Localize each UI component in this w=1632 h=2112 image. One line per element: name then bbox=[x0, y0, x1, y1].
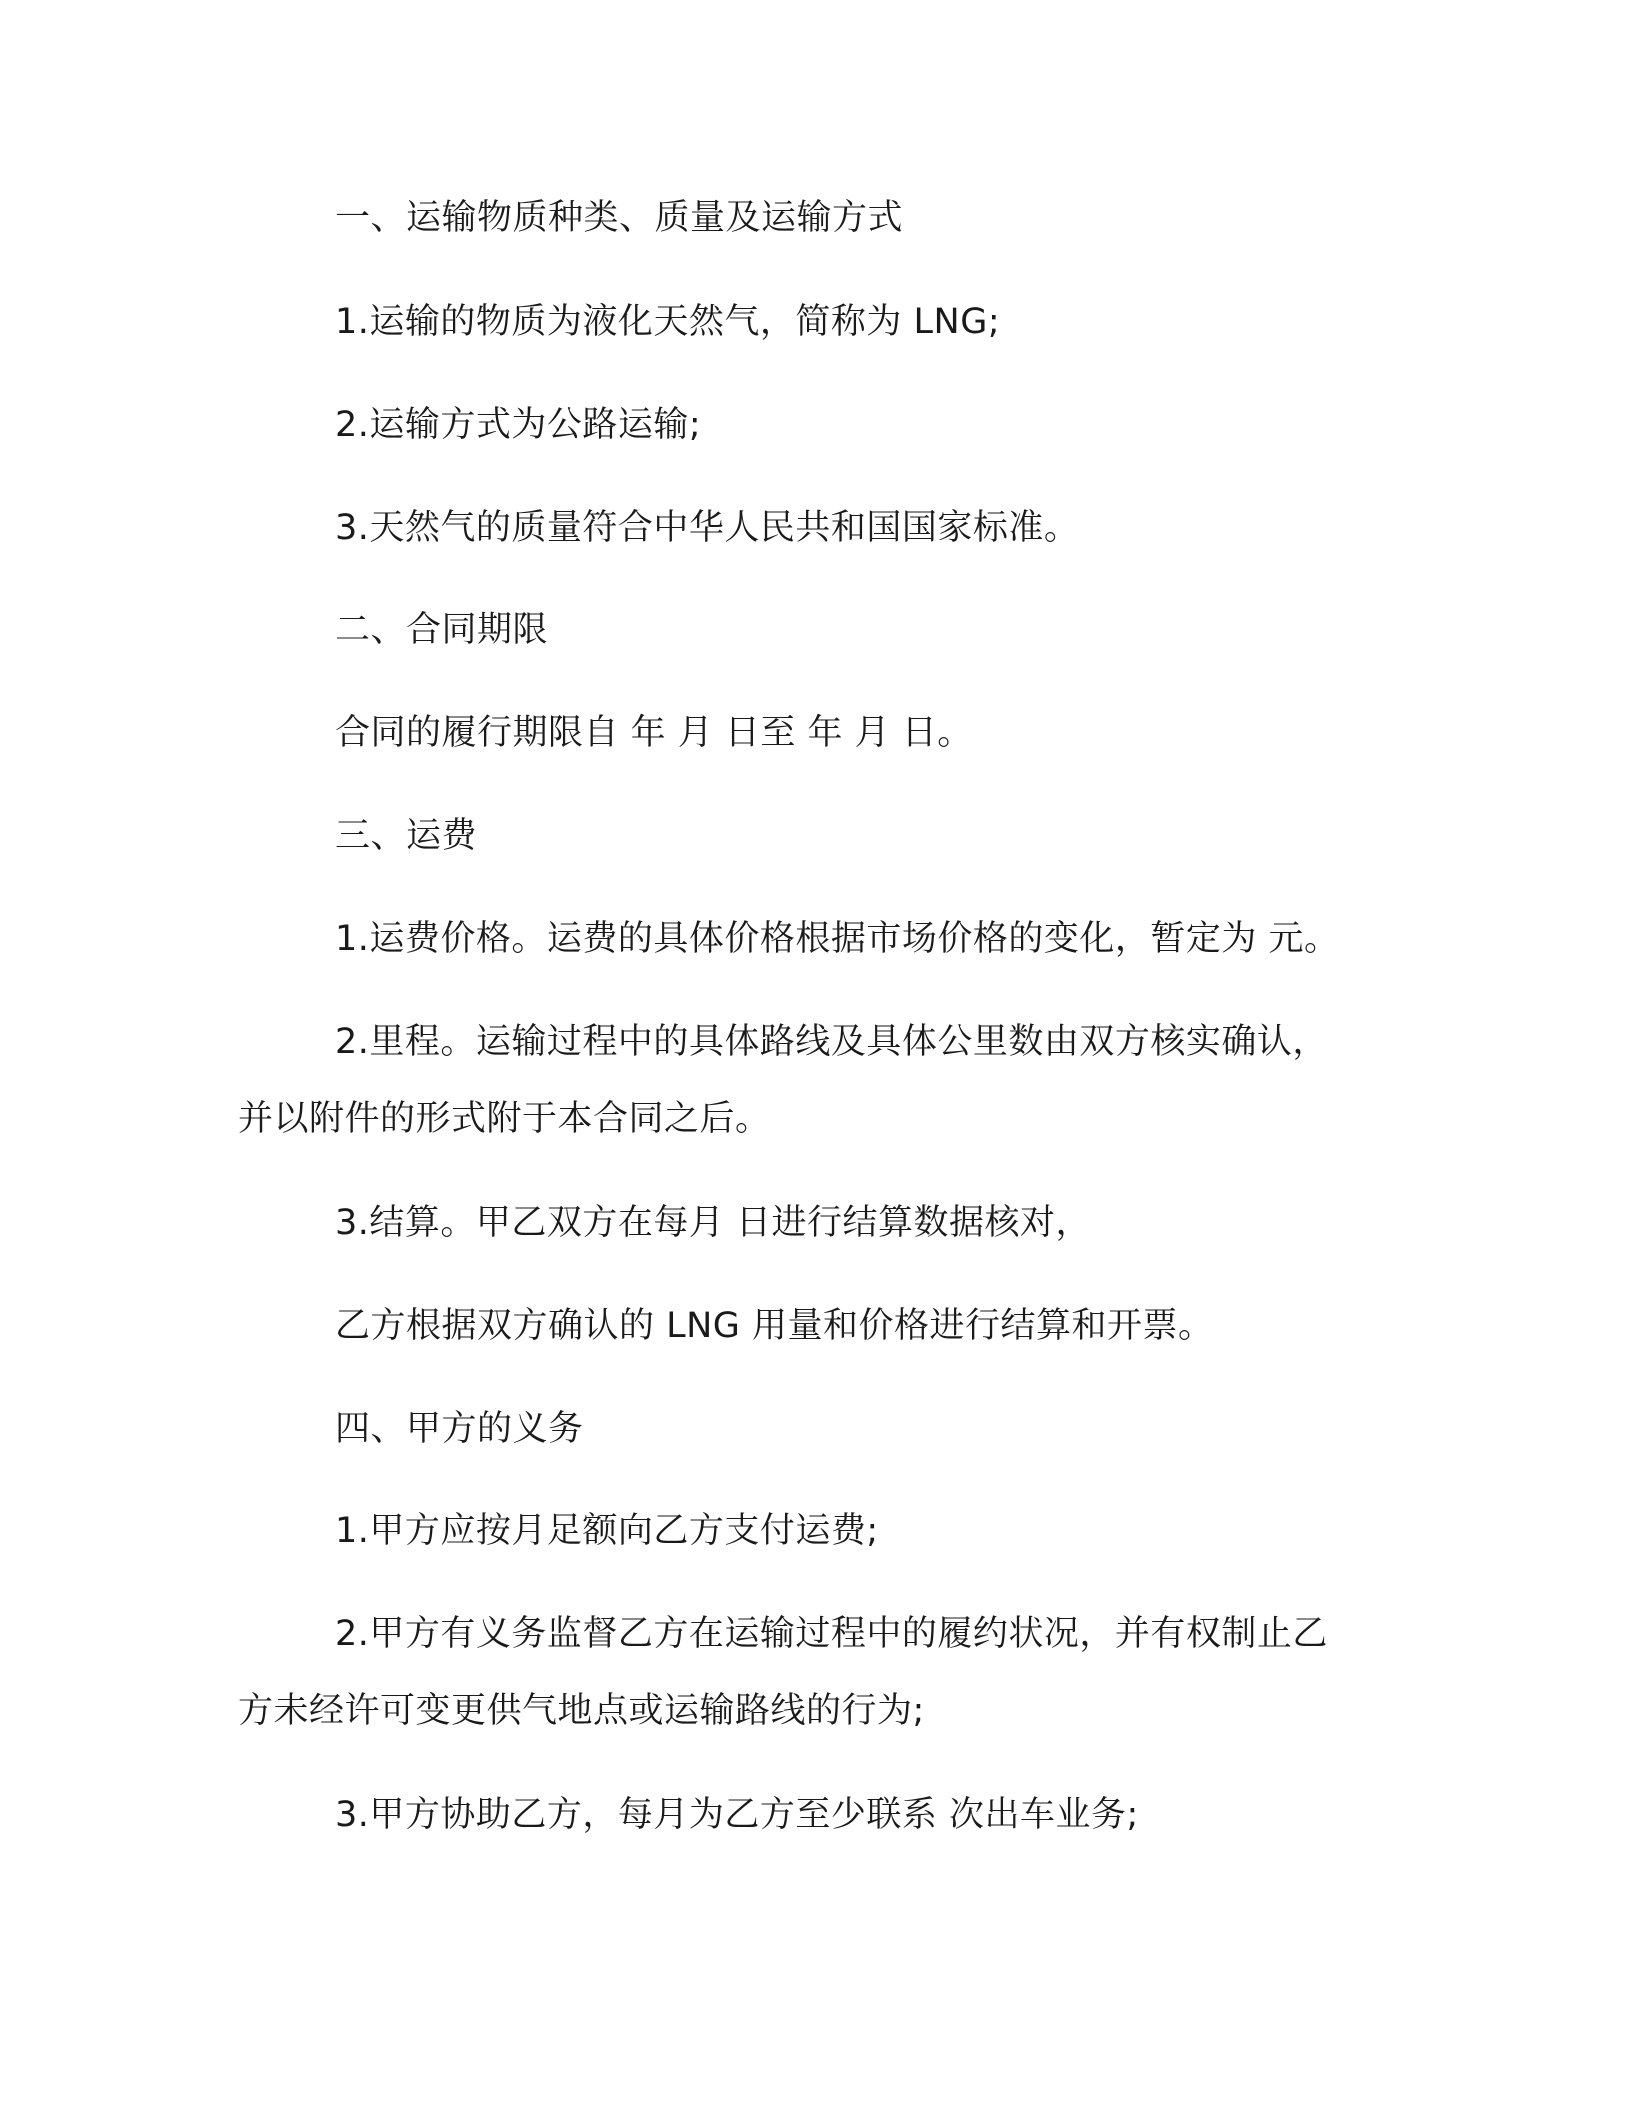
section-heading-4: 四、甲方的义务 bbox=[335, 1409, 584, 1449]
paragraph-line: 1.甲方应按月足额向乙方支付运费; bbox=[335, 1511, 879, 1551]
paragraph-line: 2.甲方有义务监督乙方在运输过程中的履约状况，并有权制止乙 bbox=[335, 1614, 1328, 1654]
paragraph-line: 3.天然气的质量符合中华人民共和国国家标准。 bbox=[335, 508, 1080, 548]
paragraph-line: 2.里程。运输过程中的具体路线及具体公里数由双方核实确认， bbox=[335, 1022, 1328, 1062]
paragraph-line: 1.运输的物质为液化天然气，简称为 LNG; bbox=[335, 302, 1001, 342]
paragraph-continuation-line: 并以附件的形式附于本合同之后。 bbox=[238, 1099, 771, 1139]
paragraph-line: 3.甲方协助乙方，每月为乙方至少联系 次出车业务; bbox=[335, 1795, 1139, 1835]
paragraph-line: 合同的履行期限自 年 月 日至 年 月 日。 bbox=[335, 713, 973, 753]
section-heading-1: 一、运输物质种类、质量及运输方式 bbox=[335, 198, 904, 238]
section-heading-2: 二、合同期限 bbox=[335, 610, 549, 650]
paragraph-line: 3.结算。甲乙双方在每月 日进行结算数据核对， bbox=[335, 1203, 1092, 1243]
paragraph-line: 乙方根据双方确认的 LNG 用量和价格进行结算和开票。 bbox=[335, 1306, 1214, 1346]
paragraph-line: 2.运输方式为公路运输; bbox=[335, 405, 702, 445]
section-heading-3: 三、运费 bbox=[335, 816, 478, 856]
paragraph-line: 1.运费价格。运费的具体价格根据市场价格的变化，暂定为 元。 bbox=[335, 919, 1340, 959]
paragraph-continuation-line: 方未经许可变更供气地点或运输路线的行为; bbox=[238, 1691, 925, 1731]
